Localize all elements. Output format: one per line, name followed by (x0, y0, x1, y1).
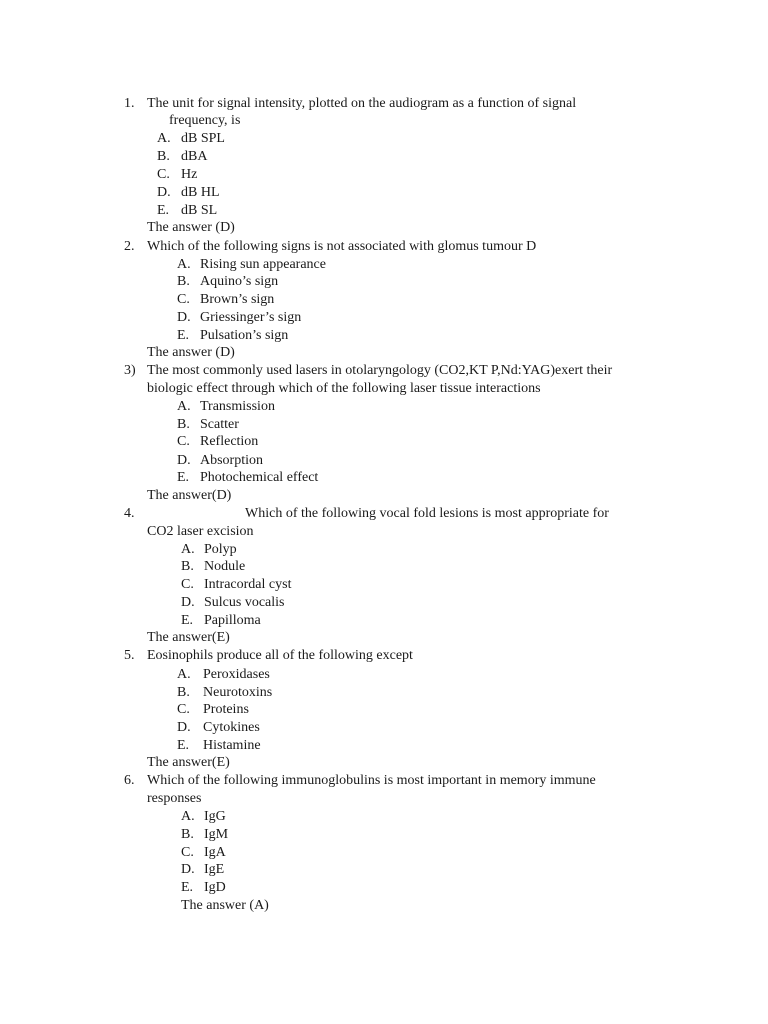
option-text: Absorption (200, 453, 263, 468)
option-text: Brown’s sign (200, 292, 275, 307)
question-text: Which of the following immunoglobulins is most important in memory immune (147, 773, 596, 788)
option-letter: B. (157, 149, 170, 164)
option-letter: E. (181, 613, 194, 628)
option-text: Peroxidases (203, 667, 270, 682)
option-letter: D. (177, 310, 191, 325)
option-letter: C. (181, 577, 194, 592)
question-text: The unit for signal intensity, plotted on the audiogram as a function of signal (147, 96, 577, 111)
option-letter: C. (177, 702, 190, 717)
option-text: Griessinger’s sign (200, 310, 302, 325)
option-text: dBA (181, 149, 208, 164)
question-text: Which of the following vocal fold lesions is most appropriate for (245, 506, 609, 521)
option-text: Cytokines (203, 720, 260, 735)
option-text: IgE (204, 862, 225, 877)
question-text: responses (147, 791, 202, 806)
option-letter: D. (181, 595, 195, 610)
option-letter: B. (177, 274, 190, 289)
option-letter: C. (157, 167, 170, 182)
answer-line: The answer(E) (147, 755, 230, 770)
option-letter: C. (177, 434, 190, 449)
option-text: Sulcus vocalis (204, 595, 285, 610)
option-letter: C. (177, 292, 190, 307)
option-letter: E. (177, 470, 190, 485)
option-text: Transmission (200, 399, 275, 414)
question-number: 5. (124, 648, 135, 663)
option-text: Reflection (200, 434, 259, 449)
option-letter: A. (177, 399, 191, 414)
question-text: CO2 laser excision (147, 524, 254, 539)
option-text: IgM (204, 827, 229, 842)
option-text: Rising sun appearance (200, 257, 326, 272)
question-number: 4. (124, 506, 135, 521)
answer-line: The answer(D) (147, 488, 232, 503)
option-letter: B. (181, 827, 194, 842)
question-text: Which of the following signs is not associated with glomus tumour D (147, 239, 537, 254)
option-letter: A. (177, 667, 191, 682)
option-text: Scatter (200, 417, 239, 432)
option-text: dB SPL (181, 131, 225, 146)
option-letter: B. (177, 417, 190, 432)
option-text: IgA (204, 845, 226, 860)
answer-line: The answer(E) (147, 630, 230, 645)
option-text: Pulsation’s sign (200, 328, 289, 343)
question-text: Eosinophils produce all of the following except (147, 648, 413, 663)
question-text: The most commonly used lasers in otolaryngology (CO2,KT P,Nd:YAG)exert their (147, 363, 613, 378)
option-text: Papilloma (204, 613, 261, 628)
question-number: 6. (124, 773, 135, 788)
option-letter: D. (177, 720, 191, 735)
option-text: Hz (181, 167, 198, 182)
question-number: 2. (124, 239, 135, 254)
option-letter: B. (181, 559, 194, 574)
option-text: IgG (204, 809, 226, 824)
question-text: frequency, is (169, 113, 241, 128)
question-number: 3) (124, 363, 136, 378)
option-text: Proteins (203, 702, 249, 717)
option-text: dB HL (181, 185, 220, 200)
option-letter: A. (157, 131, 171, 146)
option-letter: A. (177, 257, 191, 272)
option-letter: C. (181, 845, 194, 860)
option-text: Intracordal cyst (204, 577, 292, 592)
option-text: dB SL (181, 203, 218, 218)
option-letter: B. (177, 685, 190, 700)
option-letter: A. (181, 542, 195, 557)
option-text: Nodule (204, 559, 246, 574)
option-letter: E. (177, 738, 190, 753)
option-letter: D. (181, 862, 195, 877)
question-number: 1. (124, 96, 135, 111)
option-text: Aquino’s sign (200, 274, 279, 289)
option-letter: E. (157, 203, 170, 218)
option-letter: E. (177, 328, 190, 343)
option-letter: A. (181, 809, 195, 824)
option-text: IgD (204, 880, 226, 895)
option-text: Polyp (204, 542, 237, 557)
option-letter: E. (181, 880, 194, 895)
option-letter: D. (177, 453, 191, 468)
option-text: Neurotoxins (203, 685, 273, 700)
question-text: biologic effect through which of the following laser tissue interactions (147, 381, 541, 396)
answer-line: The answer (D) (147, 220, 235, 235)
answer-line: The answer (A) (181, 898, 269, 913)
option-text: Photochemical effect (200, 470, 319, 485)
answer-line: The answer (D) (147, 345, 235, 360)
option-text: Histamine (203, 738, 261, 753)
option-letter: D. (157, 185, 171, 200)
